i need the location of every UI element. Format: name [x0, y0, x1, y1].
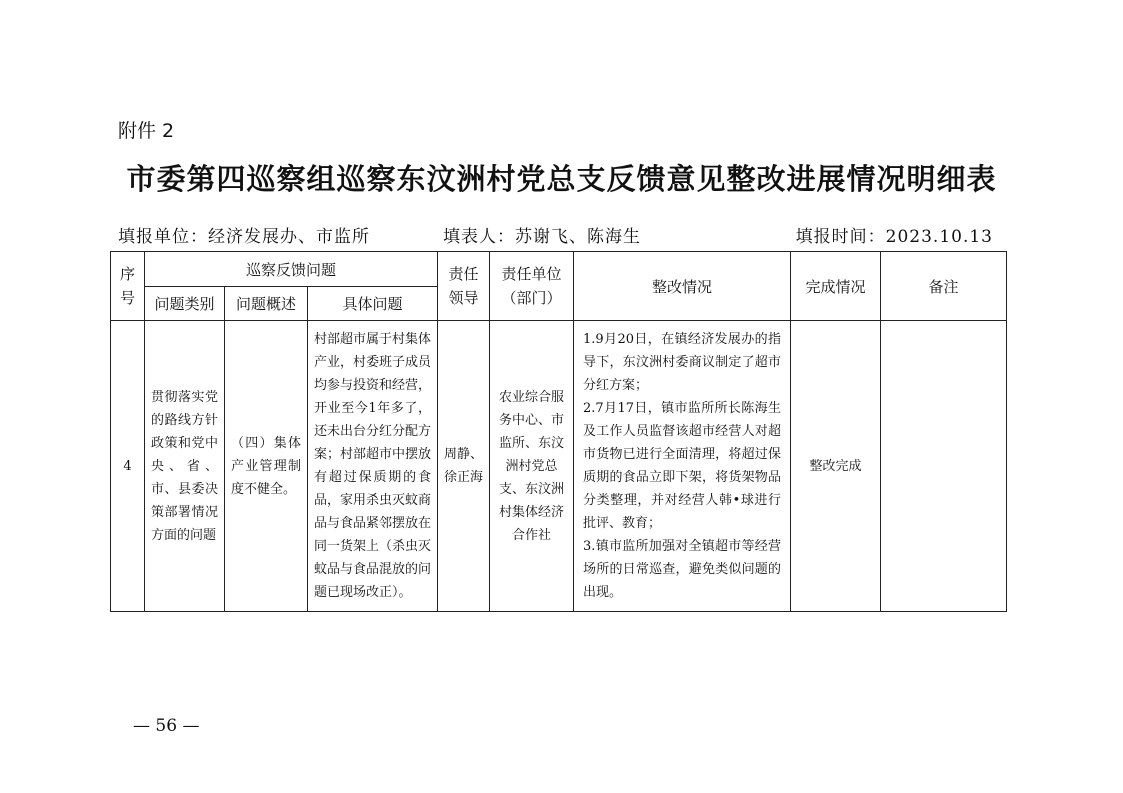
header-leader: 责任领导	[438, 252, 490, 321]
header-detail: 具体问题	[308, 287, 438, 321]
header-feedback-group: 巡察反馈问题	[145, 252, 438, 287]
filler-name: 填表人：苏谢飞、陈海生	[443, 227, 641, 247]
row-detail: 村部超市属于村集体产业，村委班子成员均参与投资和经营，开业至今1年多了，还未出台分红分配方案；村部超市中摆放有超过保质期的食品，家用杀虫灭蚊商品与食品紧邻摆放在同一货架上（杀虫灭蚊品与食品混放的问题已现场改正）。	[308, 321, 438, 612]
rectification-table	[110, 251, 1007, 612]
header-rectification: 整改情况	[574, 252, 791, 321]
row-rectification: 1.9月20日，在镇经济发展办的指导下，东汶洲村委商议制定了超市分红方案； 2.7月17日，镇市监所所长陈海生及工作人员监督该超市经营人对超市货物已进行全面清理，将超过保质期的食品立即下架，将货架物品分类整理，并对经营人韩•球进行批评、教育； 3.镇市监所加强对全镇超市等经营场所的日常巡查，避免类似问题的出现。	[574, 321, 791, 612]
row-remarks	[881, 321, 1007, 612]
row-summary: （四）集体产业管理制度不健全。	[225, 321, 308, 612]
header-completion: 完成情况	[791, 252, 881, 321]
fill-time: 填报时间：2023.10.13	[795, 227, 993, 247]
row-unit: 农业综合服务中心、市监所、东汶洲村党总支、东汶洲村集体经济合作社	[490, 321, 574, 612]
attachment-label: 附件 2	[118, 120, 175, 142]
row-seq: 4	[111, 321, 145, 612]
header-category: 问题类别	[145, 287, 225, 321]
row-leader: 周静、徐正海	[438, 321, 490, 612]
table-row	[111, 321, 1007, 612]
row-category: 贯彻落实党的路线方针政策和党中央、省、市、县委决策部署情况方面的问题	[145, 321, 225, 612]
header-remarks: 备注	[881, 252, 1007, 321]
page-number: — 56 —	[133, 716, 200, 736]
header-summary: 问题概述	[225, 287, 308, 321]
row-completion: 整改完成	[791, 321, 881, 612]
page-title: 市委第四巡察组巡察东汶洲村党总支反馈意见整改进展情况明细表	[126, 162, 997, 196]
header-unit: 责任单位（部门）	[490, 252, 574, 321]
header-seq: 序号	[111, 252, 145, 321]
fill-unit: 填报单位：经济发展办、市监所	[118, 227, 370, 247]
